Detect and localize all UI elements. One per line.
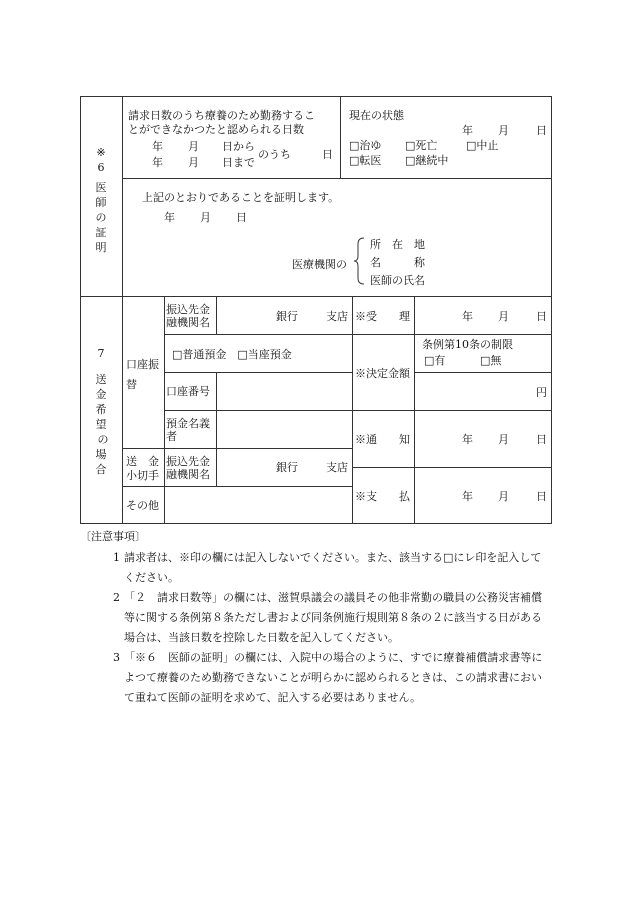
note-number: 3 — [113, 651, 120, 664]
payment-month: 月 — [498, 490, 509, 503]
payment-day: 日 — [536, 490, 547, 503]
days-line-2: とができなかつたと認められる日数 — [128, 123, 304, 136]
note-text: 請求者は、※印の欄には記入しないでください。また、該当する□にレ印を記入してください。 — [124, 551, 542, 584]
deposit-types[interactable]: □普通預金 □当座預金 — [172, 348, 292, 361]
check-label-2: 小切手 — [126, 469, 159, 482]
row-line-1 — [164, 334, 552, 335]
institution-label: 医療機関の — [292, 258, 347, 271]
row-line-5 — [122, 486, 352, 487]
check-branch-unit: 支店 — [326, 461, 348, 474]
limit-no[interactable]: □無 — [480, 354, 502, 367]
sec7-label-divider — [122, 296, 123, 524]
status-stop[interactable]: □中止 — [466, 139, 499, 152]
name-label: 名 称 — [370, 256, 425, 269]
check-bank-unit: 銀行 — [276, 461, 298, 474]
note-item — [80, 648, 550, 708]
row-line-4 — [122, 448, 352, 449]
received-month: 月 — [498, 310, 509, 323]
status-death[interactable]: □死亡 — [405, 139, 438, 152]
notice-label: ※通 知 — [355, 433, 410, 446]
notice-month: 月 — [498, 433, 509, 446]
row-line-4r — [352, 467, 552, 468]
row-line-2 — [164, 372, 352, 373]
account-number-label: 口座番号 — [166, 385, 210, 398]
cert-month: 月 — [200, 211, 211, 224]
notes-list — [80, 548, 550, 708]
received-label: ※受 理 — [355, 310, 410, 323]
sec6-label: 医 師 の 証 明 — [95, 181, 107, 254]
cert-day: 日 — [236, 211, 247, 224]
from-suffix: 日から — [222, 140, 255, 153]
note-number: 1 — [113, 551, 120, 564]
status-day: 日 — [536, 124, 547, 137]
transfer-label-1: 口座振 — [126, 358, 159, 371]
from-month: 月 — [188, 140, 199, 153]
sec6-status-divider — [340, 96, 341, 178]
status-heal[interactable]: □治ゆ — [349, 139, 382, 152]
bank-field-divider-1 — [216, 296, 217, 334]
status-continuing[interactable]: □継続中 — [405, 154, 449, 167]
notice-year: 年 — [462, 433, 473, 446]
to-year: 年 — [152, 156, 163, 169]
payment-label: ※支 払 — [355, 490, 410, 503]
received-day: 日 — [536, 310, 547, 323]
status-title: 現在の状態 — [349, 109, 404, 122]
limit-text: 条例第10条の制限 — [422, 338, 513, 351]
transfer-label-2: 替 — [126, 378, 137, 391]
to-month: 月 — [188, 156, 199, 169]
sec6-sec7-divider — [80, 296, 552, 297]
bank-unit: 銀行 — [276, 310, 298, 323]
check-bank-label: 振込先金 融機関名 — [166, 455, 210, 481]
branch-unit: 支店 — [326, 310, 348, 323]
limit-yes[interactable]: □有 — [424, 354, 446, 367]
account-holder-label: 預金名義 者 — [166, 417, 210, 443]
sec6-number: ※ 6 — [96, 146, 106, 174]
note-item — [80, 588, 550, 648]
status-transfer[interactable]: □転医 — [349, 154, 382, 167]
days-line-1: 請求日数のうち療養のため勤務するこ — [128, 109, 315, 122]
received-year: 年 — [462, 310, 473, 323]
within-label: のうち — [258, 148, 291, 161]
status-year: 年 — [462, 124, 473, 137]
note-text: 「２ 請求日数等」の欄には、滋賀県議会の議員その他非常勤の職員の公務災害補償等に関する条例第８条ただし書および同条例施行規則第８条の２に該当する日がある場合は、当該日数を控除した日数を記入してください。 — [124, 591, 542, 644]
check-field-divider — [216, 448, 217, 486]
from-year: 年 — [152, 140, 163, 153]
other-label: その他 — [126, 499, 159, 512]
to-suffix: 日まで — [222, 156, 255, 169]
bank-name-label: 振込先金 融機関名 — [166, 303, 210, 329]
doctor-label: 医師の氏名 — [370, 274, 425, 287]
address-label: 所 在 地 — [370, 238, 425, 251]
row-line-2r — [414, 372, 552, 373]
note-text: 「※６ 医師の証明」の欄には、入院中の場合のように、すでに療養補償請求書等によつて療養のため勤務できないことが明らかに認められるときは、この請求書において重ねて医師の証明を求めて、記入する必要はありません。 — [124, 651, 543, 704]
certify-text: 上記のとおりであることを証明します。 — [142, 191, 340, 204]
sec6-label-divider — [122, 96, 123, 296]
row-line-3 — [164, 410, 352, 411]
decided-label: ※決定金額 — [355, 367, 410, 380]
status-month: 月 — [498, 124, 509, 137]
cert-year: 年 — [164, 211, 175, 224]
check-label-1: 送 金 — [126, 455, 159, 468]
notes-heading: 〔注意事項〕 — [80, 530, 146, 543]
yen-unit: 円 — [536, 386, 547, 399]
sec6-mid-line — [122, 178, 552, 179]
sec7-number: 7 — [97, 347, 105, 360]
sec7-label: 送 金 希 望 の 場 合 — [95, 373, 109, 476]
row-line-3r — [352, 410, 552, 411]
notice-day: 日 — [536, 433, 547, 446]
brace-icon — [353, 236, 365, 286]
days-unit: 日 — [322, 148, 333, 161]
note-number: 2 — [113, 591, 120, 604]
note-item — [80, 548, 550, 588]
payment-year: 年 — [462, 490, 473, 503]
